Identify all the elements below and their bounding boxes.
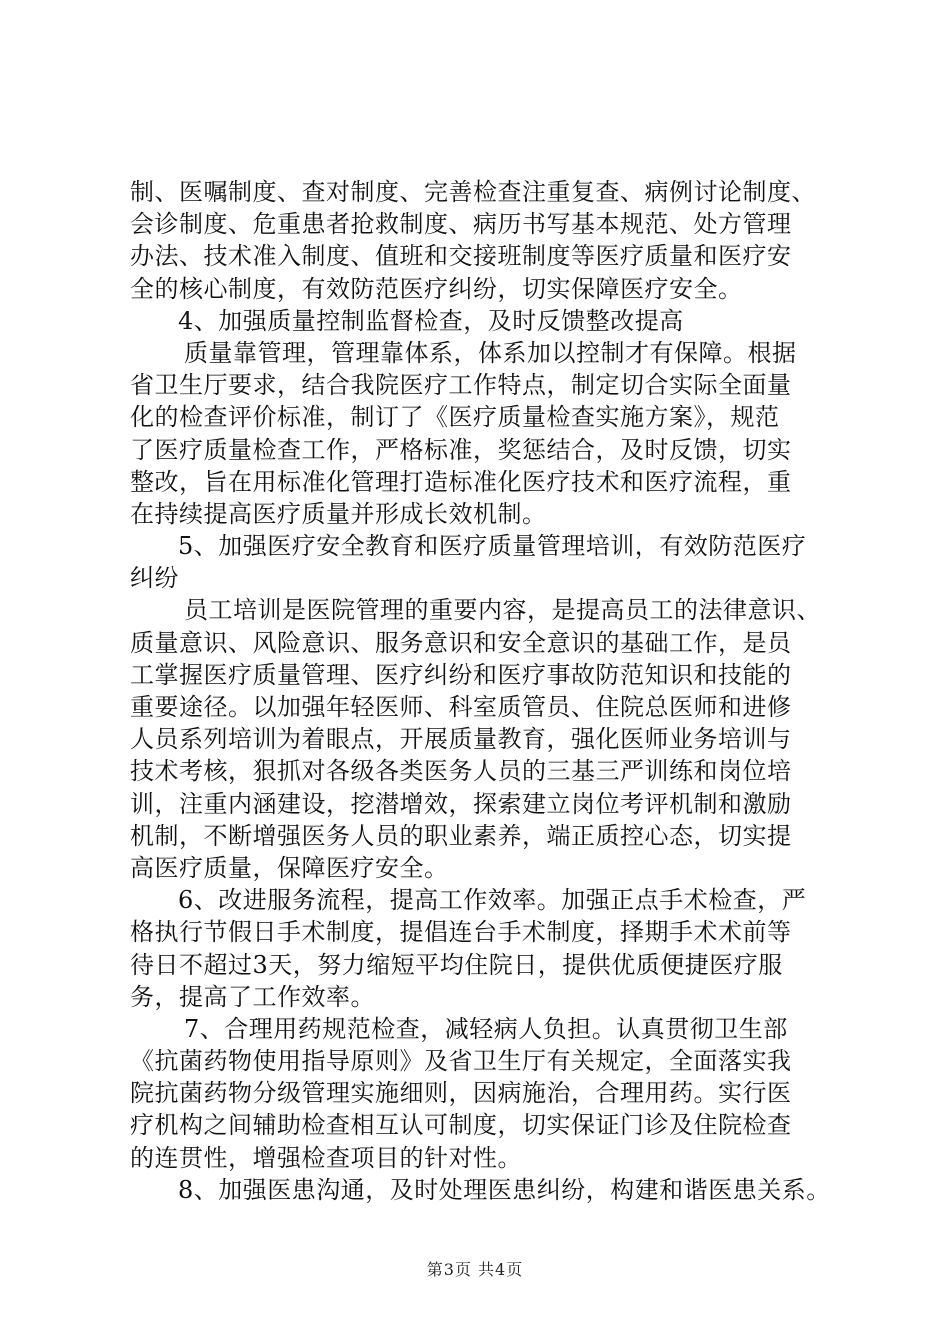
section-heading-4: 4、加强质量控制监督检查，及时反馈整改提高 — [178, 306, 684, 335]
page-number-footer: 第3页 共4页 — [426, 1260, 524, 1279]
text-line: 质量意识、风险意识、服务意识和安全意识的基础工作，是员 — [130, 628, 792, 657]
section-heading-7: 7、合理用药规范检查，减轻病人负担。认真贯彻卫生部 — [184, 1014, 788, 1043]
text-line: 疗机构之间辅助检查相互认可制度，切实保证门诊及住院检查 — [130, 1111, 792, 1140]
text-line: 《抗菌药物使用指导原则》及省卫生厅有关规定，全面落实我 — [130, 1047, 792, 1076]
text-line: 省卫生厅要求，结合我院医疗工作特点，制定切合实际全面量 — [130, 371, 792, 400]
text-line: 待日不超过3天，努力缩短平均住院日，提供优质便捷医疗服 — [130, 950, 783, 979]
text-line: 化的检查评价标准，制订了《医疗质量检查实施方案》，规范 — [130, 403, 780, 432]
text-line: 机制，不断增强医务人员的职业素养，端正质控心态，切实提 — [130, 821, 792, 850]
text-line: 办法、技术准入制度、值班和交接班制度等医疗质量和医疗安 — [130, 242, 792, 271]
text-line: 整改，旨在用标准化管理打造标准化医疗技术和医疗流程，重 — [130, 467, 792, 496]
text-line: 技术考核，狠抓对各级各类医务人员的三基三严训练和岗位培 — [130, 757, 792, 786]
text-line: 的连贯性，增强检查项目的针对性。 — [130, 1143, 522, 1172]
text-line: 会诊制度、危重患者抢救制度、病历书写基本规范、处方管理 — [130, 210, 792, 239]
text-line: 了医疗质量检查工作，严格标准，奖惩结合，及时反馈，切实 — [130, 435, 792, 464]
text-line: 制、医嘱制度、查对制度、完善检查注重复查、病例讨论制度、 — [130, 178, 816, 206]
text-line: 全的核心制度，有效防范医疗纠纷，切实保障医疗安全。 — [130, 274, 743, 303]
text-line: 高医疗质量，保障医疗安全。 — [130, 853, 449, 882]
text-line: 人员系列培训为着眼点，开展质量教育，强化医师业务培训与 — [130, 725, 792, 754]
text-line: 院抗菌药物分级管理实施细则，因病施治，合理用药。实行医 — [130, 1079, 792, 1108]
text-line: 格执行节假日手术制度，提倡连台手术制度，择期手术术前等 — [130, 918, 792, 947]
paragraph-start: 质量靠管理，管理靠体系，体系加以控制才有保障。根据 — [184, 338, 797, 367]
document-body — [130, 176, 852, 1206]
text-line: 务，提高了工作效率。 — [130, 982, 375, 1011]
section-heading-8: 8、加强医患沟通，及时处理医患纠纷，构建和谐医患关系。 — [178, 1175, 831, 1204]
text-line: 重要途径。以加强年轻医师、科室质管员、住院总医师和进修 — [130, 693, 792, 721]
text-line: 纠纷 — [130, 564, 179, 593]
section-heading-5: 5、加强医疗安全教育和医疗质量管理培训，有效防范医疗 — [178, 532, 807, 561]
section-heading-6: 6、改进服务流程，提高工作效率。加强正点手术检查，严 — [178, 886, 807, 915]
text-line: 在持续提高医疗质量并形成长效机制。 — [130, 499, 547, 528]
paragraph-start: 员工培训是医院管理的重要内容，是提高员工的法律意识、 — [184, 596, 821, 625]
text-line: 工掌握医疗质量管理、医疗纠纷和医疗事故防范知识和技能的 — [130, 660, 792, 689]
text-line: 训，注重内涵建设，挖潜增效，探索建立岗位考评机制和激励 — [130, 789, 792, 818]
